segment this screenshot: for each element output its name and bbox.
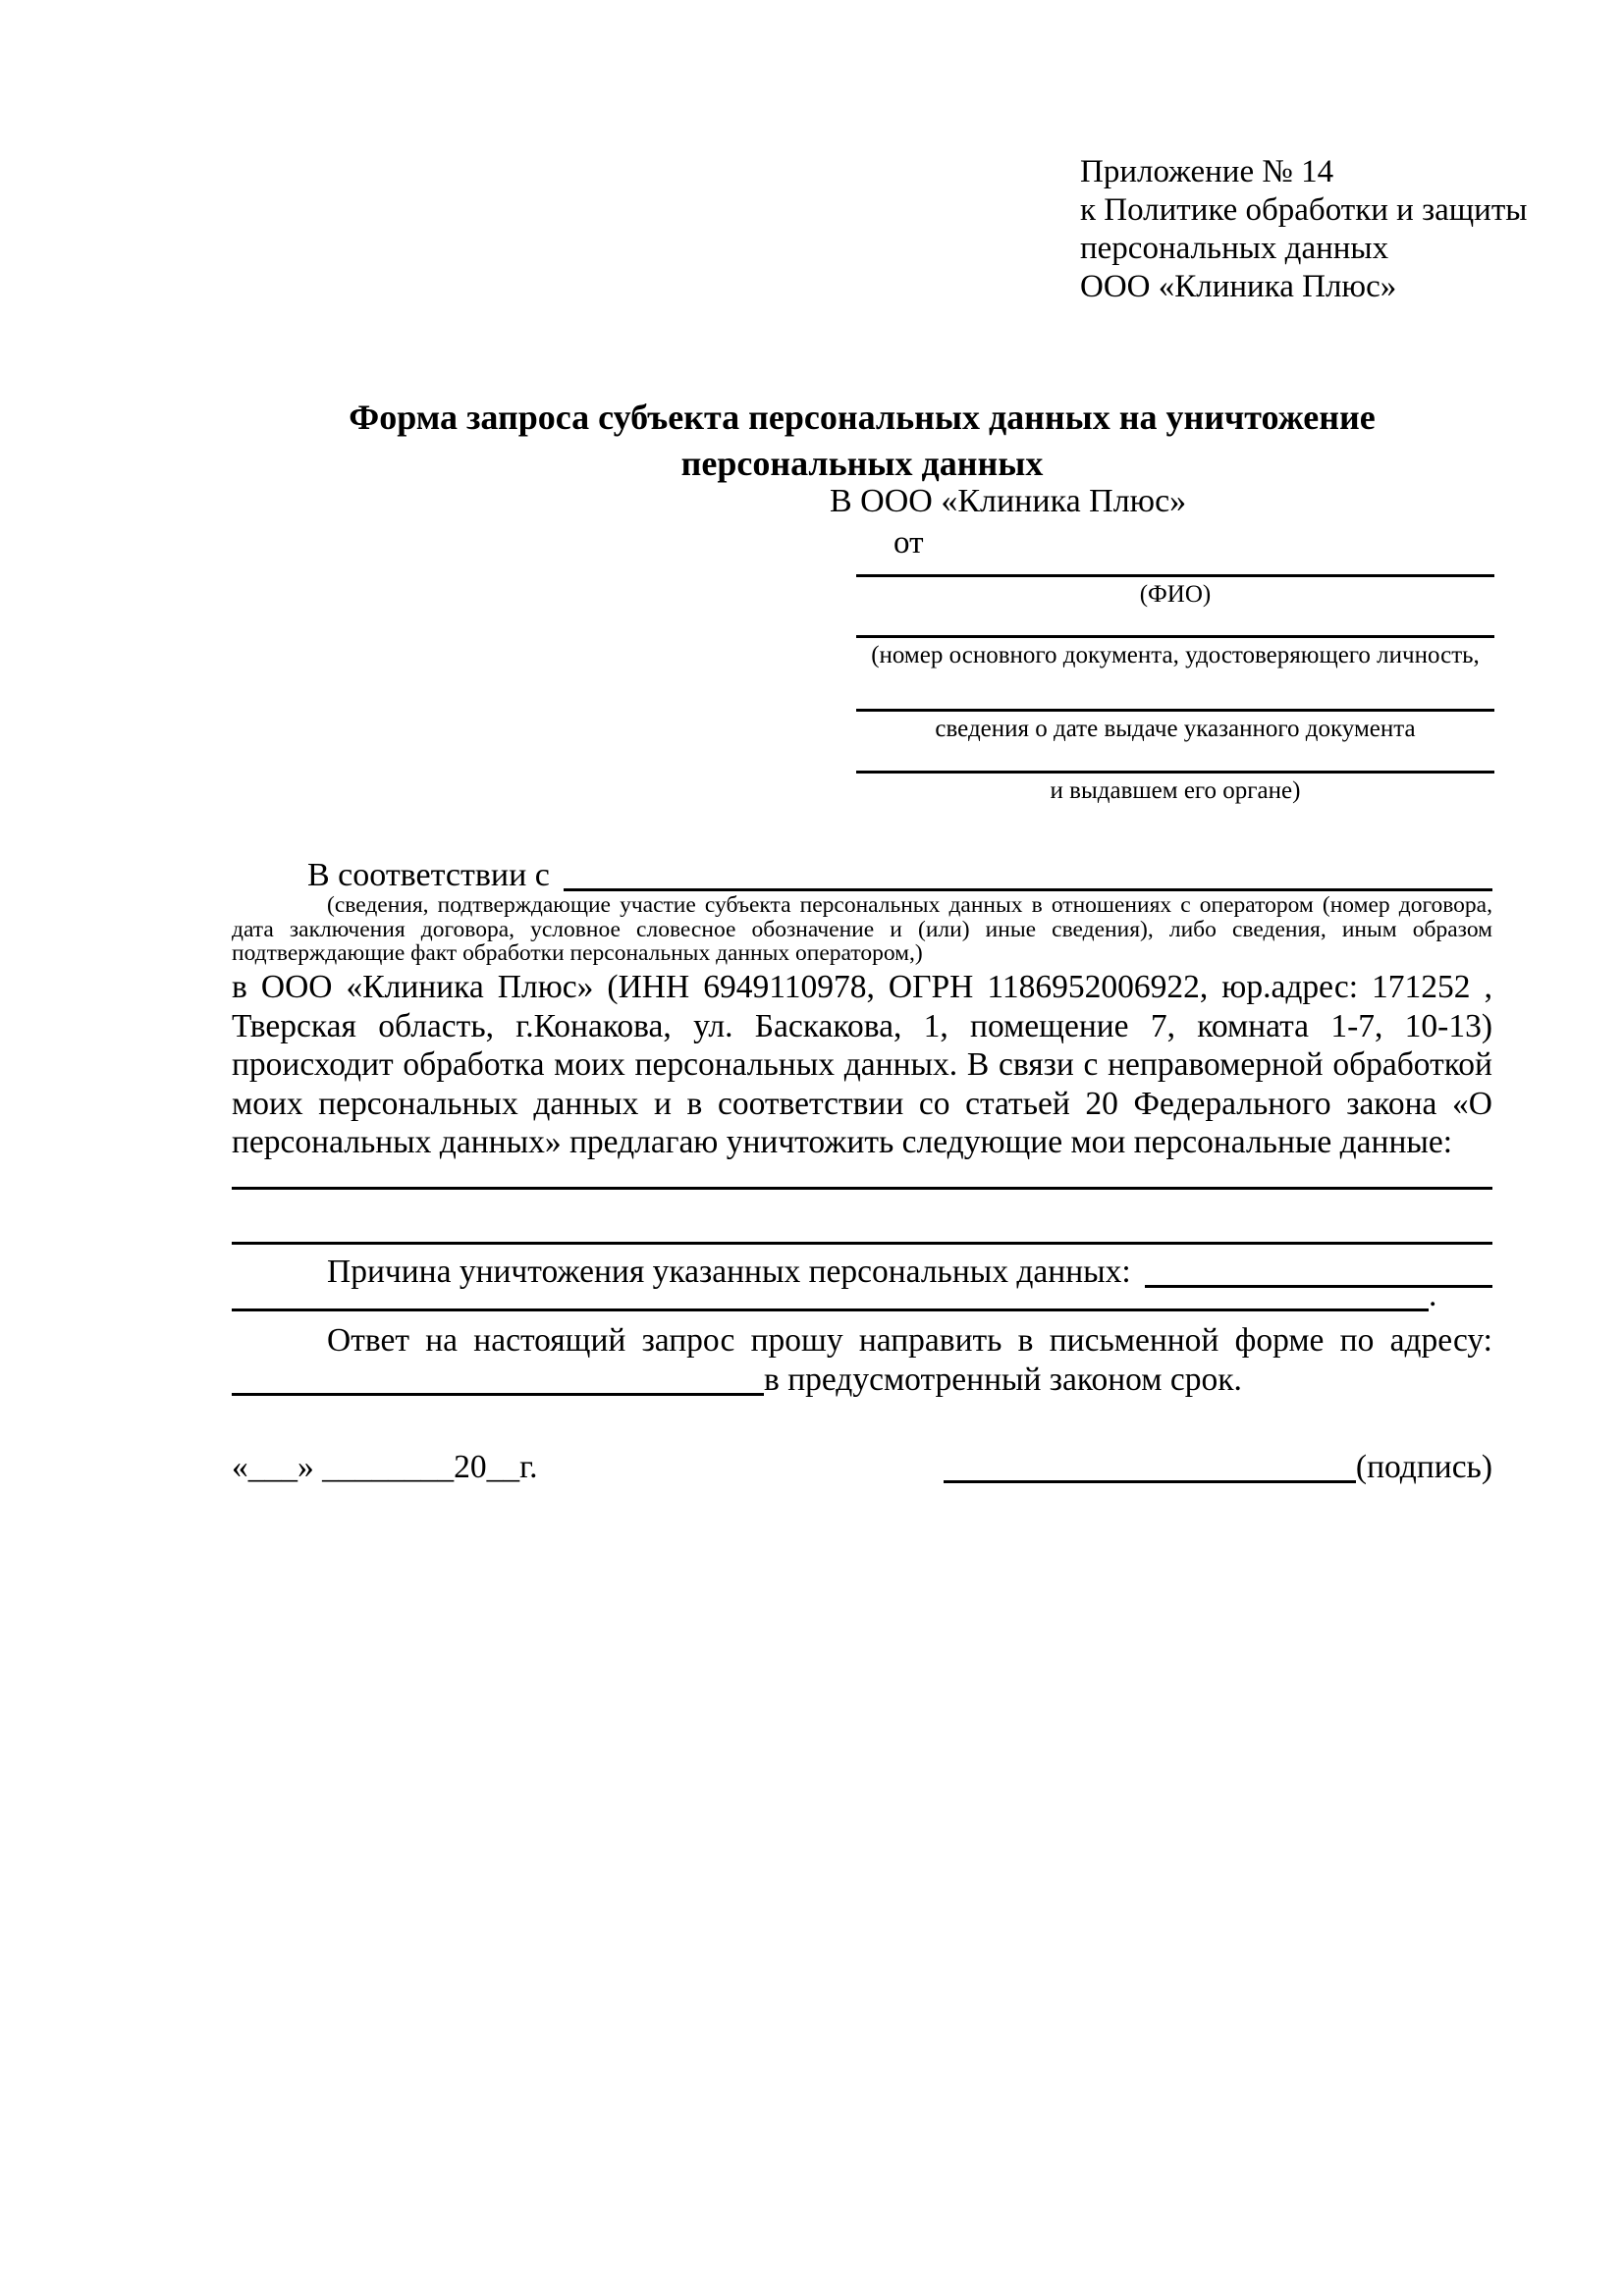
document-number-blank-field — [856, 635, 1494, 670]
issue-date-blank-field — [856, 709, 1494, 744]
accordance-lead-text: В соответствии с — [307, 857, 550, 893]
blank-line — [232, 1242, 1492, 1245]
issuing-authority-blank-field — [856, 771, 1494, 806]
blank-line — [232, 1276, 1429, 1311]
appendix-line: к Политике обработки и защиты — [1080, 192, 1528, 228]
period-text: . — [1429, 1277, 1437, 1313]
response-address-row — [232, 1361, 1492, 1400]
signature-caption: (подпись) — [1355, 1449, 1492, 1485]
legal-note: (сведения, подтверждающие участие субъекта персональных данных в отношениях с оператором (номер договора, дата заключения договора, условное словесное обозначение и (или) иные сведения), либо сведения, иным образом подтверждающие факт обработки персональных данных оператором,) — [232, 892, 1492, 966]
fio-blank-field — [856, 574, 1494, 610]
accordance-row — [232, 856, 1492, 895]
blank-line — [232, 1361, 764, 1396]
signature-group — [944, 1448, 1492, 1487]
date-line: «___» ________20__г. — [232, 1449, 538, 1485]
from-label: от — [893, 525, 924, 561]
blank-caption: (номер основного документа, удостоверяющего личность, — [871, 642, 1480, 668]
page-title — [232, 395, 1492, 487]
appendix-line: персональных данных — [1080, 231, 1389, 266]
blank-caption: сведения о дате выдаче указанного документа — [935, 716, 1416, 742]
blank-line — [564, 856, 1492, 891]
appendix-line: Приложение № 14 — [1080, 154, 1334, 189]
page-title-line-2: персональных данных — [680, 444, 1044, 483]
addressee-line: В ООО «Клиника Плюс» — [830, 483, 1187, 519]
response-tail-text: в предусмотренный законом срок. — [764, 1362, 1242, 1398]
blank-caption: и выдавшем его органе) — [1050, 777, 1301, 804]
appendix-header — [1080, 153, 1527, 306]
signature-line — [944, 1448, 1356, 1483]
body-paragraph: в ООО «Клиника Плюс» (ИНН 6949110978, ОГРН 1186952006922, юр.адрес: 171252 , Тверская область, г.Конакова, ул. Баскакова, 1, помещение 7, комната 1-7, 10-13) происходит обработка моих персональных данных. В связи с неправомерной обработкой моих персональных данных и в соответствии со статьей 20 Федерального закона «О персональных данных» предлагаю уничтожить следующие мои персональные данные: — [232, 969, 1492, 1161]
blank-caption: (ФИО) — [1139, 581, 1212, 608]
page-title-line-1: Форма запроса субъекта персональных данных на уничтожение — [349, 398, 1376, 437]
reason-label: Причина уничтожения указанных персональных данных: — [327, 1254, 1131, 1290]
response-sentence: Ответ на настоящий запрос прошу направить в письменной форме по адресу: — [327, 1322, 1492, 1359]
blank-line — [232, 1187, 1492, 1190]
reason-continuation-row — [232, 1276, 1492, 1315]
appendix-line: ООО «Клиника Плюс» — [1080, 269, 1397, 304]
date-signature-row — [232, 1448, 1492, 1487]
